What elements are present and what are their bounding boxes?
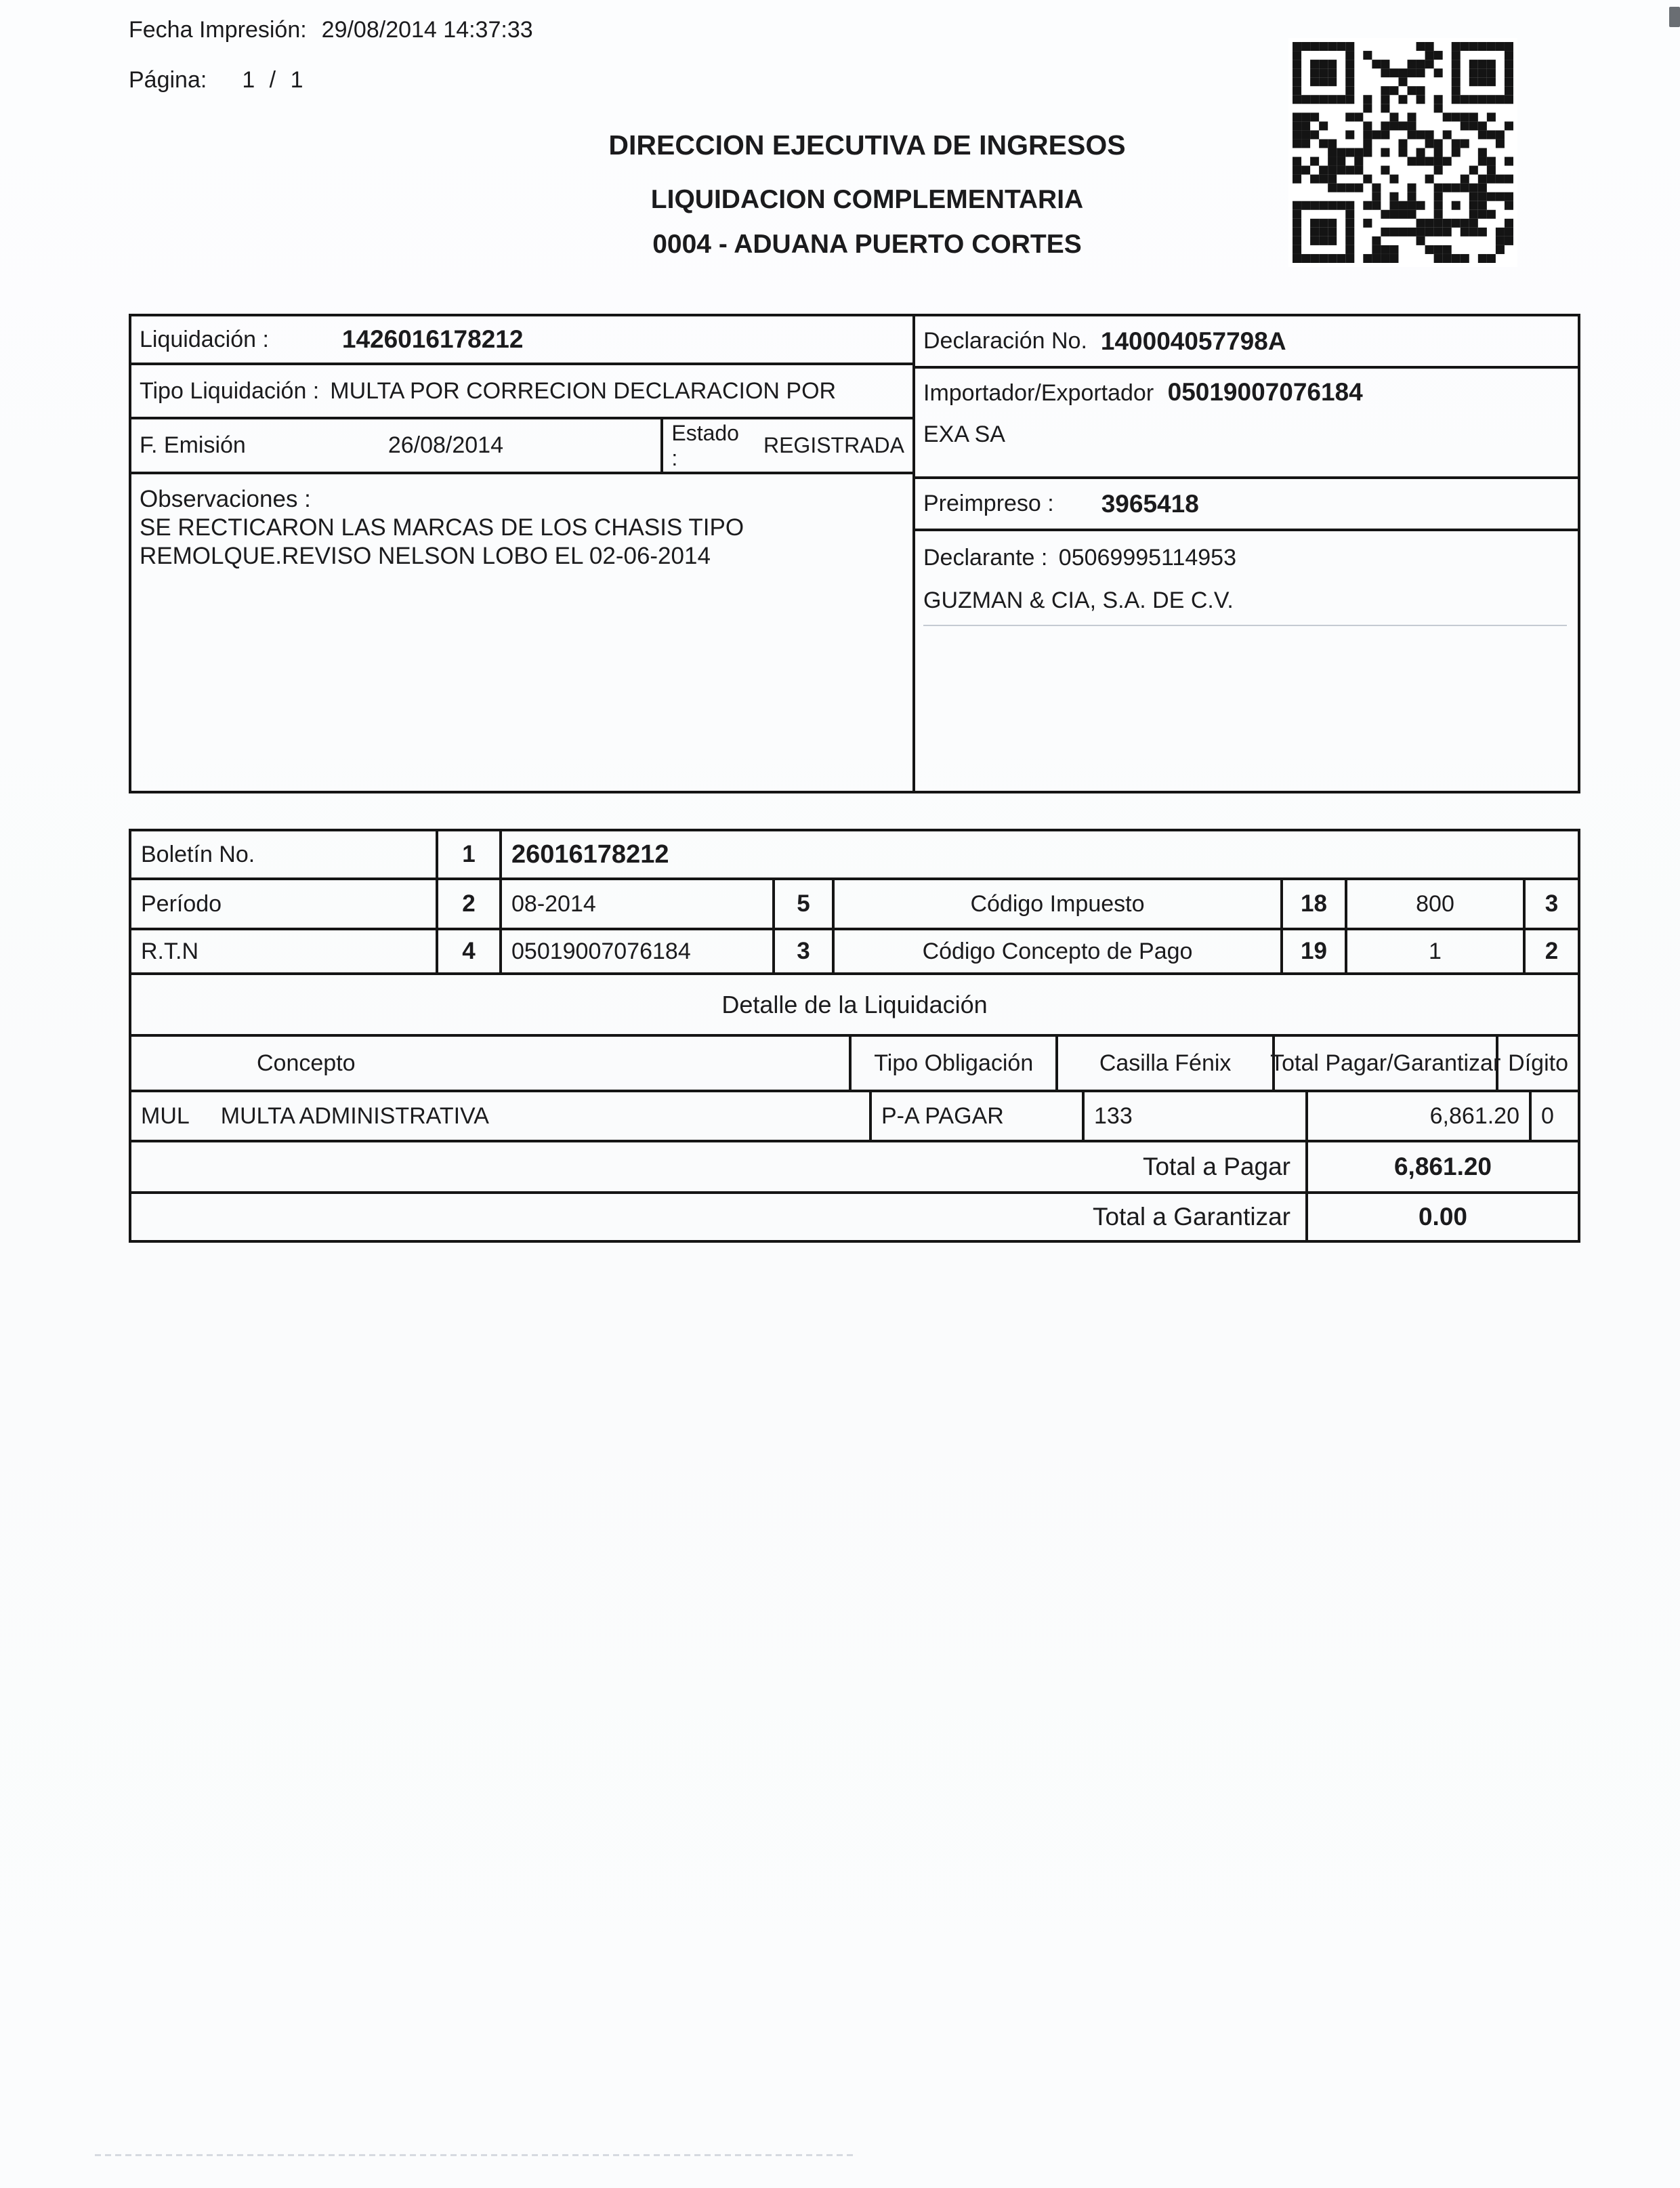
codigo-impuesto-box-number: 18 — [1283, 880, 1347, 928]
info-left-column — [131, 316, 915, 791]
tipo-liquidacion-label: Tipo Liquidación : — [140, 377, 320, 404]
codigo-impuesto-label: Código Impuesto — [835, 880, 1283, 928]
declarante-name: GUZMAN & CIA, S.A. DE C.V. — [923, 587, 1234, 613]
digito-cell: 0 — [1541, 1102, 1554, 1129]
codigo-impuesto-digit: 3 — [1545, 890, 1559, 917]
declaracion-value: 140004057798A — [1100, 327, 1286, 355]
liquidacion-value: 1426016178212 — [341, 325, 524, 353]
importador-value: 05019007076184 — [1167, 378, 1363, 406]
tipo-liquidacion-cell — [131, 365, 912, 419]
estado-cell — [663, 419, 912, 472]
total-pagar-row — [131, 1142, 1578, 1194]
estado-label: Estado : — [671, 420, 739, 470]
title-line-3: 0004 - ADUANA PUERTO CORTES — [652, 230, 1082, 259]
codigo-concepto-label: Código Concepto de Pago — [835, 930, 1283, 972]
periodo-value: 08-2014 — [502, 880, 775, 928]
scan-faint-rule — [923, 625, 1567, 626]
detalle-data-row — [131, 1092, 1578, 1142]
preimpreso-cell — [915, 479, 1578, 531]
declarante-cell — [915, 531, 1578, 791]
total-pagar-label: Total a Pagar — [131, 1142, 1308, 1191]
boletin-table — [129, 829, 1580, 1243]
liquidacion-label: Liquidación : — [140, 326, 269, 352]
detalle-title-row — [131, 975, 1578, 1037]
pagina-value: 1 / 1 — [242, 67, 308, 93]
col-header-casilla-fenix: Casilla Fénix — [1058, 1037, 1275, 1090]
fecha-impresion-row — [129, 15, 533, 45]
rtn-box-number: 4 — [438, 930, 502, 972]
title-line-1: DIRECCION EJECUTIVA DE INGRESOS — [608, 129, 1126, 161]
casilla-fenix-cell: 133 — [1085, 1092, 1308, 1140]
concepto-code: MUL — [141, 1102, 190, 1129]
observaciones-line-1: SE RECTICARON LAS MARCAS DE LOS CHASIS TIPO — [140, 514, 744, 541]
tipo-obligacion-cell: P-A PAGAR — [872, 1092, 1085, 1140]
total-pagar-value: 6,861.20 — [1393, 1153, 1492, 1180]
liquidacion-cell — [131, 316, 912, 365]
col-header-tipo-obligacion: Tipo Obligación — [852, 1037, 1058, 1090]
importador-label: Importador/Exportador — [923, 380, 1154, 406]
col-header-digito: Dígito — [1508, 1050, 1568, 1076]
boletin-value: 26016178212 — [511, 840, 669, 869]
boletin-label: Boletín No. — [131, 831, 438, 878]
col-header-concepto: Concepto — [131, 1037, 852, 1090]
scan-artifact-line — [95, 2154, 854, 2156]
boletin-row — [131, 831, 1578, 880]
declaracion-label: Declaración No. — [923, 328, 1087, 354]
f-emision-value: 26/08/2014 — [387, 432, 503, 458]
preimpreso-value: 3965418 — [1101, 489, 1199, 518]
print-meta — [129, 15, 533, 95]
f-emision-cell — [131, 419, 663, 472]
rtn-value: 05019007076184 — [502, 930, 775, 972]
rtn-label: R.T.N — [131, 930, 438, 972]
pagina-row — [129, 65, 533, 95]
rtn-field-box: 3 — [775, 930, 835, 972]
emision-estado-row — [131, 419, 912, 474]
title-line-2: LIQUIDACION COMPLEMENTARIA — [650, 185, 1084, 214]
total-garantizar-row — [131, 1194, 1578, 1240]
periodo-field-box: 5 — [775, 880, 835, 928]
periodo-label: Período — [131, 880, 438, 928]
codigo-concepto-value: 1 — [1347, 930, 1526, 972]
declarante-value: 05069995114953 — [1058, 545, 1236, 571]
tipo-liquidacion-value: MULTA POR CORRECION DECLARACION POR — [330, 377, 837, 404]
observaciones-cell — [131, 474, 912, 791]
declaracion-cell — [915, 316, 1578, 369]
f-emision-label: F. Emisión — [140, 432, 246, 458]
periodo-row — [131, 880, 1578, 930]
codigo-concepto-box-number: 19 — [1283, 930, 1347, 972]
boletin-box-number: 1 — [438, 831, 502, 878]
scan-edge-speck — [1669, 7, 1680, 27]
fecha-impresion-value: 29/08/2014 14:37:33 — [321, 17, 533, 43]
importador-name: EXA SA — [923, 421, 1005, 447]
importador-cell — [915, 369, 1578, 479]
codigo-concepto-digit: 2 — [1545, 938, 1559, 964]
observaciones-label: Observaciones : — [140, 486, 311, 512]
observaciones-line-2: REMOLQUE.REVISO NELSON LOBO EL 02-06-2014 — [140, 543, 711, 569]
codigo-impuesto-value: 800 — [1347, 880, 1526, 928]
detalle-header-row — [131, 1037, 1578, 1092]
concepto-cell — [131, 1092, 872, 1140]
detalle-title: Detalle de la Liquidación — [721, 990, 988, 1018]
periodo-box-number: 2 — [438, 880, 502, 928]
fecha-impresion-label: Fecha Impresión: — [129, 17, 307, 43]
col-header-total-pagar-garantizar: Total Pagar/Garantizar — [1275, 1037, 1498, 1090]
concepto-description: MULTA ADMINISTRATIVA — [220, 1102, 489, 1129]
declarante-label: Declarante : — [923, 545, 1048, 571]
total-garantizar-label: Total a Garantizar — [131, 1194, 1308, 1240]
pagina-label: Página: — [129, 67, 207, 93]
total-garantizar-value: 0.00 — [1418, 1203, 1467, 1231]
rtn-row — [131, 930, 1578, 975]
qr-code-icon — [1288, 38, 1517, 267]
preimpreso-label: Preimpreso : — [923, 491, 1054, 516]
info-right-column — [915, 316, 1578, 791]
total-cell: 6,861.20 — [1308, 1092, 1532, 1140]
liquidation-info-table — [129, 314, 1580, 793]
estado-value: REGISTRADA — [763, 433, 904, 457]
